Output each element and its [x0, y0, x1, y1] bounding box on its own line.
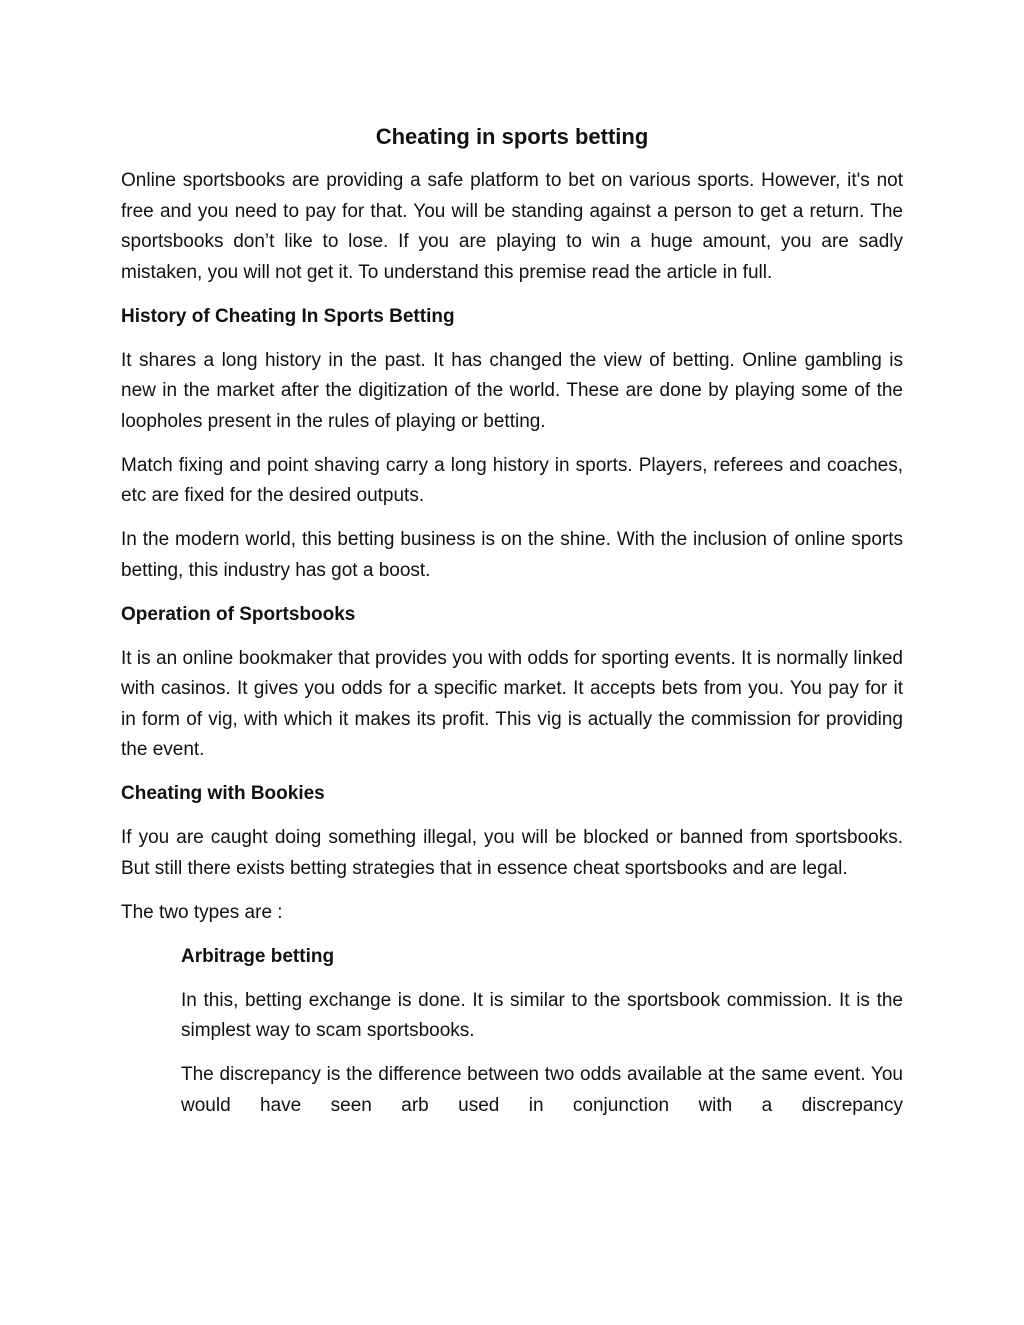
arbitrage-paragraph-1: In this, betting exchange is done. It is similar to the sportsbook commission. It is the simplest way to scam sportsbooks.: [181, 989, 903, 1041]
section-heading-history: History of Cheating In Sports Betting: [121, 305, 455, 327]
operation-paragraph: It is an online bookmaker that provides you with odds for sporting events. It is normally linked with casinos. It gives you odds for a specific market. It accepts bets from you. You pay for it in form of vig, with which it makes its profit. This vig is actually the commission for providing the event.: [121, 647, 903, 760]
arbitrage-paragraph-2: The discrepancy is the difference between two odds available at the same event. You would have seen arb used in conjunction with a discrepancy: [181, 1064, 903, 1116]
history-paragraph-1: It shares a long history in the past. It has changed the view of betting. Online gambling is new in the market after the digitization of the world. These are done by playing some of the loopholes present in the rules of playing or betting.: [121, 349, 903, 432]
history-paragraph-2: Match fixing and point shaving carry a long history in sports. Players, referees and coaches, etc are fixed for the desired outputs.: [121, 454, 903, 506]
arbitrage-subsection: [181, 942, 903, 1122]
section-heading-operation: Operation of Sportsbooks: [121, 603, 356, 625]
intro-paragraph: Online sportsbooks are providing a safe platform to bet on various sports. However, it's not free and you need to pay for that. You will be standing against a person to get a return. The sportsbooks don’t like to lose. If you are playing to win a huge amount, you are sadly mistaken, you will not get it. To understand this premise read the article in full.: [121, 170, 903, 283]
bookies-paragraph-1: If you are caught doing something illegal, you will be blocked or banned from sportsbooks. But still there exists betting strategies that in essence cheat sportsbooks and are legal.: [121, 827, 903, 879]
section-heading-bookies: Cheating with Bookies: [121, 783, 325, 804]
history-paragraph-3: In the modern world, this betting business is on the shine. With the inclusion of online sports betting, this industry has got a boost.: [121, 529, 903, 581]
bookies-paragraph-2: The two types are :: [121, 901, 283, 923]
subsection-heading-arbitrage: Arbitrage betting: [181, 945, 335, 967]
document-title: Cheating in sports betting: [375, 124, 649, 149]
document-page: [121, 120, 903, 1121]
